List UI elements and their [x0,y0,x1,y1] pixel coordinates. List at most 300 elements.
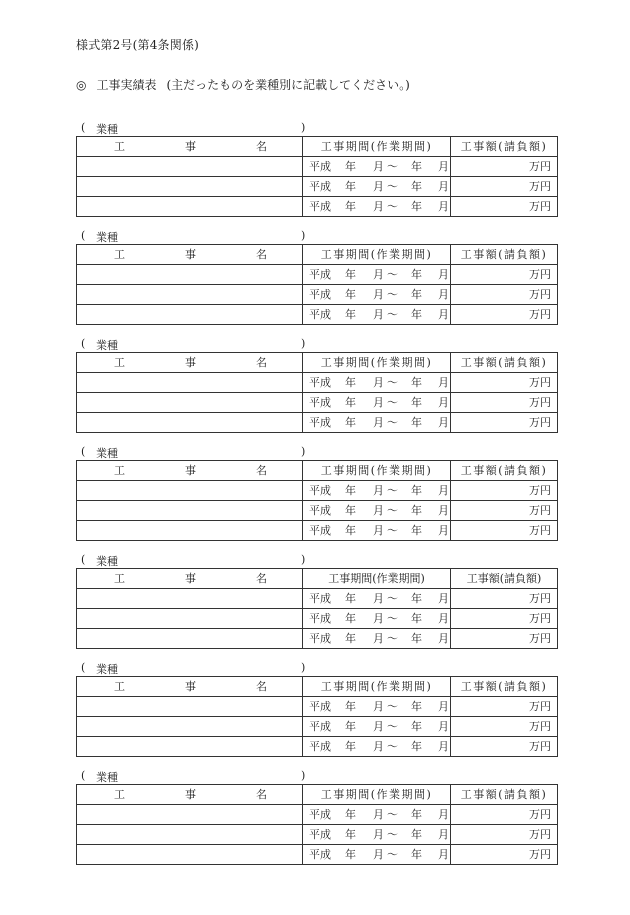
work-period-cell[interactable] [303,285,451,305]
start-month-label: 月 [373,376,384,389]
work-name-cell[interactable] [77,825,303,845]
range-tilde: 〜 [387,808,398,821]
work-record-table [76,136,558,217]
work-period-cell[interactable] [303,589,451,609]
table-row [77,629,558,649]
work-amount-cell[interactable]: 万円 [451,825,558,845]
industry-field[interactable] [81,336,311,351]
start-year-label: 年 [345,612,356,625]
start-month-label: 月 [373,524,384,537]
range-tilde: 〜 [387,524,398,537]
work-record-section [0,444,630,544]
work-name-header-char: 名 [256,248,267,261]
industry-close-paren: ) [301,769,306,782]
end-year-label: 年 [411,700,422,713]
work-amount-cell[interactable]: 万円 [451,481,558,501]
range-tilde: 〜 [387,828,398,841]
end-year-label: 年 [411,808,422,821]
industry-label: 業種 [96,447,118,460]
work-amount-cell[interactable]: 万円 [451,197,558,217]
start-month-label: 月 [373,416,384,429]
era-label: 平成 [309,848,331,861]
end-month-label: 月 [438,524,449,537]
start-year-label: 年 [345,720,356,733]
start-year-label: 年 [345,180,356,193]
industry-open-paren: ( [81,121,86,134]
work-name-header [77,245,303,265]
start-month-label: 月 [373,308,384,321]
era-label: 平成 [309,376,331,389]
start-year-label: 年 [345,592,356,605]
start-year-label: 年 [345,808,356,821]
work-amount-cell[interactable]: 万円 [451,177,558,197]
work-amount-cell[interactable]: 万円 [451,393,558,413]
end-month-label: 月 [438,396,449,409]
start-month-label: 月 [373,700,384,713]
work-name-cell[interactable] [77,629,303,649]
work-name-header [77,785,303,805]
end-year-label: 年 [411,720,422,733]
start-month-label: 月 [373,612,384,625]
work-name-header-char: 名 [256,464,267,477]
work-amount-cell[interactable]: 万円 [451,589,558,609]
work-amount-cell[interactable]: 万円 [451,737,558,757]
work-record-table [76,244,558,325]
work-period-cell[interactable] [303,629,451,649]
work-record-section [0,660,630,760]
start-year-label: 年 [345,632,356,645]
table-header-row [77,785,558,805]
work-period-cell[interactable] [303,521,451,541]
era-label: 平成 [309,700,331,713]
work-period-cell[interactable] [303,413,451,433]
work-period-cell[interactable] [303,197,451,217]
start-month-label: 月 [373,268,384,281]
work-name-header-char: 名 [256,572,267,585]
table-row [77,393,558,413]
start-year-label: 年 [345,376,356,389]
end-month-label: 月 [438,288,449,301]
era-label: 平成 [309,828,331,841]
start-month-label: 月 [373,828,384,841]
end-month-label: 月 [438,268,449,281]
table-row [77,305,558,325]
table-row [77,265,558,285]
work-amount-header: 工事額(請負額) [451,245,558,265]
start-year-label: 年 [345,160,356,173]
range-tilde: 〜 [387,612,398,625]
work-period-cell[interactable] [303,305,451,325]
era-label: 平成 [309,268,331,281]
table-header-row [77,677,558,697]
era-label: 平成 [309,504,331,517]
industry-field[interactable] [81,120,311,135]
work-amount-header: 工事額(請負額) [451,461,558,481]
work-amount-header: 工事額(請負額) [451,677,558,697]
work-name-header-char: 事 [185,248,196,261]
work-name-header-char: 事 [185,140,196,153]
table-row [77,197,558,217]
work-name-header-char: 事 [185,356,196,369]
end-year-label: 年 [411,592,422,605]
start-month-label: 月 [373,848,384,861]
era-label: 平成 [309,740,331,753]
era-label: 平成 [309,416,331,429]
work-period-header: 工事期間(作業期間) [303,245,451,265]
end-month-label: 月 [438,632,449,645]
end-month-label: 月 [438,700,449,713]
start-month-label: 月 [373,808,384,821]
work-name-header [77,569,303,589]
work-amount-header: 工事額(請負額) [451,785,558,805]
end-month-label: 月 [438,416,449,429]
work-record-section [0,228,630,328]
start-year-label: 年 [345,740,356,753]
industry-open-paren: ( [81,445,86,458]
work-period-cell[interactable] [303,177,451,197]
table-row [77,825,558,845]
work-name-header [77,461,303,481]
work-amount-cell[interactable]: 万円 [451,305,558,325]
work-name-header-char: 工 [114,680,125,693]
start-month-label: 月 [373,484,384,497]
industry-field[interactable] [81,768,311,783]
era-label: 平成 [309,592,331,605]
industry-close-paren: ) [301,553,306,566]
end-month-label: 月 [438,828,449,841]
work-name-header-char: 事 [185,572,196,585]
work-name-header-char: 名 [256,356,267,369]
end-year-label: 年 [411,504,422,517]
end-month-label: 月 [438,376,449,389]
era-label: 平成 [309,612,331,625]
end-year-label: 年 [411,848,422,861]
double-circle-icon: ◎ [76,78,87,92]
end-year-label: 年 [411,740,422,753]
start-month-label: 月 [373,180,384,193]
industry-field[interactable] [81,444,311,459]
era-label: 平成 [309,200,331,213]
start-year-label: 年 [345,700,356,713]
end-month-label: 月 [438,308,449,321]
industry-field[interactable] [81,660,311,675]
table-header-row [77,137,558,157]
start-month-label: 月 [373,200,384,213]
work-name-cell[interactable] [77,609,303,629]
work-name-header-char: 事 [185,788,196,801]
work-period-header: 工事期間(作業期間) [303,677,451,697]
work-period-cell[interactable] [303,157,451,177]
range-tilde: 〜 [387,700,398,713]
range-tilde: 〜 [387,416,398,429]
work-name-cell[interactable] [77,717,303,737]
table-row [77,413,558,433]
work-period-cell[interactable] [303,737,451,757]
range-tilde: 〜 [387,376,398,389]
era-label: 平成 [309,720,331,733]
industry-close-paren: ) [301,121,306,134]
industry-open-paren: ( [81,553,86,566]
end-year-label: 年 [411,524,422,537]
work-period-header: 工事期間(作業期間) [303,137,451,157]
end-month-label: 月 [438,160,449,173]
work-name-cell[interactable] [77,393,303,413]
work-amount-cell[interactable]: 万円 [451,501,558,521]
industry-label: 業種 [96,663,118,676]
work-period-cell[interactable] [303,501,451,521]
start-year-label: 年 [345,848,356,861]
work-period-cell[interactable] [303,697,451,717]
work-name-cell[interactable] [77,413,303,433]
end-year-label: 年 [411,416,422,429]
industry-open-paren: ( [81,661,86,674]
era-label: 平成 [309,524,331,537]
end-month-label: 月 [438,592,449,605]
work-amount-cell[interactable]: 万円 [451,157,558,177]
work-name-cell[interactable] [77,697,303,717]
end-month-label: 月 [438,740,449,753]
end-year-label: 年 [411,376,422,389]
work-name-header-char: 工 [114,572,125,585]
range-tilde: 〜 [387,740,398,753]
industry-close-paren: ) [301,337,306,350]
work-period-cell[interactable] [303,481,451,501]
work-amount-cell[interactable]: 万円 [451,521,558,541]
work-record-section [0,768,630,868]
range-tilde: 〜 [387,484,398,497]
end-year-label: 年 [411,180,422,193]
range-tilde: 〜 [387,848,398,861]
start-year-label: 年 [345,308,356,321]
work-name-cell[interactable] [77,589,303,609]
end-month-label: 月 [438,180,449,193]
work-amount-cell[interactable]: 万円 [451,845,558,865]
work-name-header [77,353,303,373]
work-period-header: 工事期間(作業期間) [303,785,451,805]
range-tilde: 〜 [387,504,398,517]
heading-title: 工事実績表 [96,78,157,92]
work-name-header [77,677,303,697]
end-year-label: 年 [411,828,422,841]
range-tilde: 〜 [387,592,398,605]
work-name-header-char: 工 [114,248,125,261]
start-year-label: 年 [345,484,356,497]
work-name-header-char: 工 [114,356,125,369]
industry-close-paren: ) [301,445,306,458]
range-tilde: 〜 [387,200,398,213]
table-header-row [77,461,558,481]
work-record-table [76,568,558,649]
end-year-label: 年 [411,484,422,497]
work-name-header-char: 事 [185,464,196,477]
table-row [77,805,558,825]
work-amount-header: 工事額(請負額) [451,137,558,157]
industry-open-paren: ( [81,769,86,782]
industry-field[interactable] [81,552,311,567]
work-name-cell[interactable] [77,285,303,305]
work-period-header: 工事期間(作業期間) [303,569,451,589]
end-month-label: 月 [438,848,449,861]
work-name-cell[interactable] [77,481,303,501]
work-amount-cell[interactable]: 万円 [451,413,558,433]
end-month-label: 月 [438,484,449,497]
table-row [77,177,558,197]
work-amount-cell[interactable]: 万円 [451,285,558,305]
work-period-cell[interactable] [303,373,451,393]
table-header-row [77,353,558,373]
work-amount-header: 工事額(請負額) [451,569,558,589]
start-month-label: 月 [373,720,384,733]
industry-label: 業種 [96,123,118,136]
era-label: 平成 [309,288,331,301]
work-name-cell[interactable] [77,305,303,325]
end-year-label: 年 [411,200,422,213]
start-year-label: 年 [345,268,356,281]
table-row [77,589,558,609]
work-period-cell[interactable] [303,609,451,629]
start-year-label: 年 [345,396,356,409]
form-number-label: 様式第2号(第4条関係) [76,38,200,52]
era-label: 平成 [309,808,331,821]
table-row [77,285,558,305]
heading-note: (主だったものを業種別に記載してください。) [166,78,410,92]
work-amount-cell[interactable]: 万円 [451,609,558,629]
era-label: 平成 [309,308,331,321]
work-record-table [76,784,558,865]
end-month-label: 月 [438,504,449,517]
work-period-header: 工事期間(作業期間) [303,353,451,373]
end-year-label: 年 [411,612,422,625]
work-record-section [0,336,630,436]
work-amount-cell[interactable]: 万円 [451,805,558,825]
work-name-cell[interactable] [77,197,303,217]
industry-close-paren: ) [301,229,306,242]
work-name-cell[interactable] [77,521,303,541]
era-label: 平成 [309,180,331,193]
start-year-label: 年 [345,524,356,537]
range-tilde: 〜 [387,632,398,645]
work-name-cell[interactable] [77,501,303,521]
range-tilde: 〜 [387,288,398,301]
table-row [77,157,558,177]
work-amount-header: 工事額(請負額) [451,353,558,373]
work-name-header-char: 名 [256,140,267,153]
work-amount-cell[interactable]: 万円 [451,629,558,649]
work-record-table [76,352,558,433]
table-row [77,501,558,521]
table-row [77,845,558,865]
range-tilde: 〜 [387,160,398,173]
era-label: 平成 [309,632,331,645]
work-name-header-char: 名 [256,788,267,801]
work-name-cell[interactable] [77,805,303,825]
industry-label: 業種 [96,339,118,352]
work-period-cell[interactable] [303,805,451,825]
start-month-label: 月 [373,504,384,517]
start-year-label: 年 [345,504,356,517]
end-month-label: 月 [438,200,449,213]
start-year-label: 年 [345,828,356,841]
work-name-cell[interactable] [77,845,303,865]
range-tilde: 〜 [387,308,398,321]
start-year-label: 年 [345,416,356,429]
start-month-label: 月 [373,396,384,409]
industry-label: 業種 [96,231,118,244]
era-label: 平成 [309,160,331,173]
end-year-label: 年 [411,308,422,321]
industry-open-paren: ( [81,337,86,350]
work-period-cell[interactable] [303,393,451,413]
table-header-row [77,245,558,265]
range-tilde: 〜 [387,268,398,281]
end-month-label: 月 [438,720,449,733]
work-name-cell[interactable] [77,737,303,757]
work-period-cell[interactable] [303,845,451,865]
start-month-label: 月 [373,592,384,605]
start-year-label: 年 [345,200,356,213]
work-amount-cell[interactable]: 万円 [451,265,558,285]
work-period-cell[interactable] [303,265,451,285]
work-amount-cell[interactable]: 万円 [451,717,558,737]
start-month-label: 月 [373,632,384,645]
table-row [77,737,558,757]
table-header-row [77,569,558,589]
work-name-header-char: 工 [114,464,125,477]
work-name-header-char: 工 [114,140,125,153]
work-name-cell[interactable] [77,373,303,393]
start-month-label: 月 [373,288,384,301]
end-month-label: 月 [438,808,449,821]
end-year-label: 年 [411,632,422,645]
work-name-header [77,137,303,157]
work-amount-cell[interactable]: 万円 [451,373,558,393]
end-year-label: 年 [411,160,422,173]
industry-label: 業種 [96,555,118,568]
era-label: 平成 [309,396,331,409]
work-name-cell[interactable] [77,177,303,197]
range-tilde: 〜 [387,720,398,733]
table-row [77,481,558,501]
table-row [77,717,558,737]
work-amount-cell[interactable]: 万円 [451,697,558,717]
table-row [77,373,558,393]
table-row [77,521,558,541]
work-name-cell[interactable] [77,265,303,285]
work-record-section [0,552,630,652]
table-row [77,697,558,717]
work-period-cell[interactable] [303,717,451,737]
work-name-header-char: 工 [114,788,125,801]
range-tilde: 〜 [387,180,398,193]
work-record-table [76,460,558,541]
industry-field[interactable] [81,228,311,243]
work-name-header-char: 名 [256,680,267,693]
industry-close-paren: ) [301,661,306,674]
industry-open-paren: ( [81,229,86,242]
end-year-label: 年 [411,288,422,301]
end-year-label: 年 [411,268,422,281]
work-name-cell[interactable] [77,157,303,177]
work-period-header: 工事期間(作業期間) [303,461,451,481]
industry-label: 業種 [96,771,118,784]
start-year-label: 年 [345,288,356,301]
start-month-label: 月 [373,160,384,173]
work-record-section [0,120,630,220]
work-record-table [76,676,558,757]
start-month-label: 月 [373,740,384,753]
era-label: 平成 [309,484,331,497]
work-period-cell[interactable] [303,825,451,845]
